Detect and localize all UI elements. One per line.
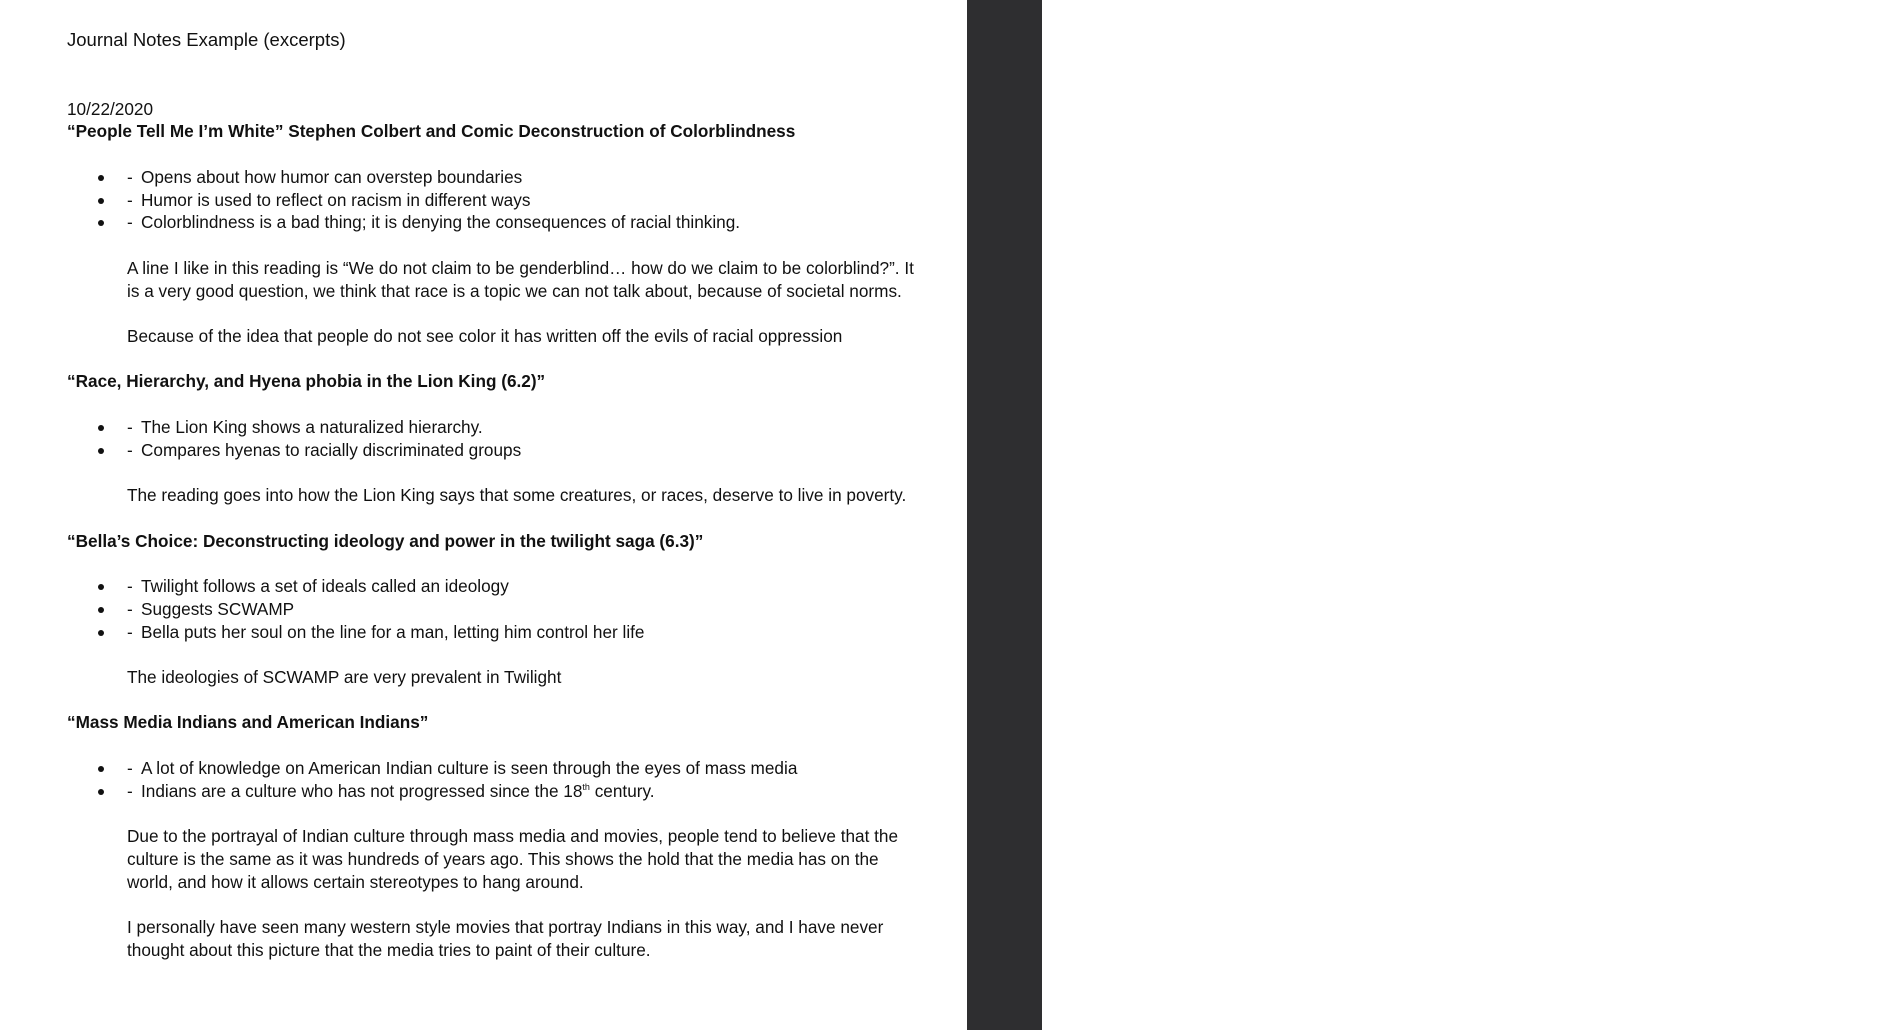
section-spacer xyxy=(67,348,947,371)
list-item xyxy=(67,189,947,212)
bullet-text: Indians are a culture who has not progressed since the 18 xyxy=(141,780,583,801)
list-item xyxy=(67,575,947,598)
list-item xyxy=(67,598,947,621)
bullet-list xyxy=(67,166,947,234)
dash-marker: - xyxy=(127,167,133,188)
bullet-text: Twilight follows a set of ideals called an ideology xyxy=(141,576,509,597)
empty-pane xyxy=(1042,0,1896,1030)
bullet-dot xyxy=(98,766,104,772)
entry-date: 10/22/2020 xyxy=(67,98,154,119)
dash-marker: - xyxy=(127,212,133,233)
bullet-dot xyxy=(98,584,104,590)
section-twilight xyxy=(67,530,947,712)
document-content xyxy=(67,29,947,961)
bullet-dot xyxy=(98,425,104,431)
bullet-dot xyxy=(98,789,104,795)
paragraph: The reading goes into how the Lion King says that some creatures, or races, deserve to live in poverty. xyxy=(127,485,907,506)
section-mass-media xyxy=(67,711,947,961)
dash-marker: - xyxy=(127,417,133,438)
paragraph: The ideologies of SCWAMP are very prevalent in Twilight xyxy=(127,666,562,687)
window-divider xyxy=(967,0,1042,1030)
bullet-dot xyxy=(98,607,104,613)
bullet-dot xyxy=(98,448,104,454)
bullet-text: Opens about how humor can overstep boundaries xyxy=(141,167,523,188)
bullet-text: A lot of knowledge on American Indian culture is seen through the eyes of mass media xyxy=(141,758,798,779)
dash-marker: - xyxy=(127,780,133,801)
dash-marker: - xyxy=(127,189,133,210)
bullet-list xyxy=(67,416,947,461)
bullet-dot xyxy=(98,198,104,204)
list-item xyxy=(67,439,947,462)
paragraph: A line I like in this reading is “We do not claim to be genderblind… how do we claim to be colorblind?”. It is a very good question, we think that race is a topic we can not talk about, because of societal norms. xyxy=(127,257,914,301)
list-item xyxy=(67,780,947,803)
bullet-text: century. xyxy=(589,780,655,801)
bullet-text: Humor is used to reflect on racism in different ways xyxy=(141,189,531,210)
section-lion-king xyxy=(67,370,947,529)
section-spacer xyxy=(67,507,947,530)
bullet-list xyxy=(67,757,947,802)
dash-marker: - xyxy=(127,576,133,597)
bullet-text: Suggests SCWAMP xyxy=(141,598,295,619)
list-item xyxy=(67,166,947,189)
bullet-dot xyxy=(98,220,104,226)
dash-marker: - xyxy=(127,439,133,460)
document-title: Journal Notes Example (excerpts) xyxy=(67,29,346,50)
paragraph: Because of the idea that people do not see color it has written off the evils of racial oppression xyxy=(127,325,843,346)
section-spacer xyxy=(67,689,947,712)
section-colorblindness xyxy=(67,120,947,370)
dash-marker: - xyxy=(127,598,133,619)
bullet-dot xyxy=(98,630,104,636)
paragraph: Due to the portrayal of Indian culture through mass media and movies, people tend to believe that the culture is the same as it was hundreds of years ago. This shows the hold that the media has on the world, and how it allows certain stereotypes to hang around. xyxy=(127,826,899,892)
dash-marker: - xyxy=(127,758,133,779)
section-heading: “People Tell Me I’m White” Stephen Colbert and Comic Deconstruction of Colorblindness xyxy=(67,121,796,142)
list-item xyxy=(67,621,947,644)
list-item xyxy=(67,211,947,234)
bullet-text: Bella puts her soul on the line for a man, letting him control her life xyxy=(141,621,645,642)
section-heading: “Race, Hierarchy, and Hyena phobia in the Lion King (6.2)” xyxy=(67,371,546,392)
list-item xyxy=(67,757,947,780)
section-heading: “Bella’s Choice: Deconstructing ideology and power in the twilight saga (6.3)” xyxy=(67,530,704,551)
paragraph: I personally have seen many western style movies that portray Indians in this way, and I have never thought about this picture that the media tries to paint of their culture. xyxy=(127,916,884,960)
section-heading: “Mass Media Indians and American Indians” xyxy=(67,712,429,733)
bullet-text: The Lion King shows a naturalized hierarchy. xyxy=(141,417,483,438)
bullet-text: Colorblindness is a bad thing; it is denying the consequences of racial thinking. xyxy=(141,212,741,233)
bullet-text: Compares hyenas to racially discriminated groups xyxy=(141,439,522,460)
list-item xyxy=(67,416,947,439)
bullet-list xyxy=(67,575,947,643)
superscript: th xyxy=(582,781,590,792)
dash-marker: - xyxy=(127,621,133,642)
bullet-dot xyxy=(98,175,104,181)
